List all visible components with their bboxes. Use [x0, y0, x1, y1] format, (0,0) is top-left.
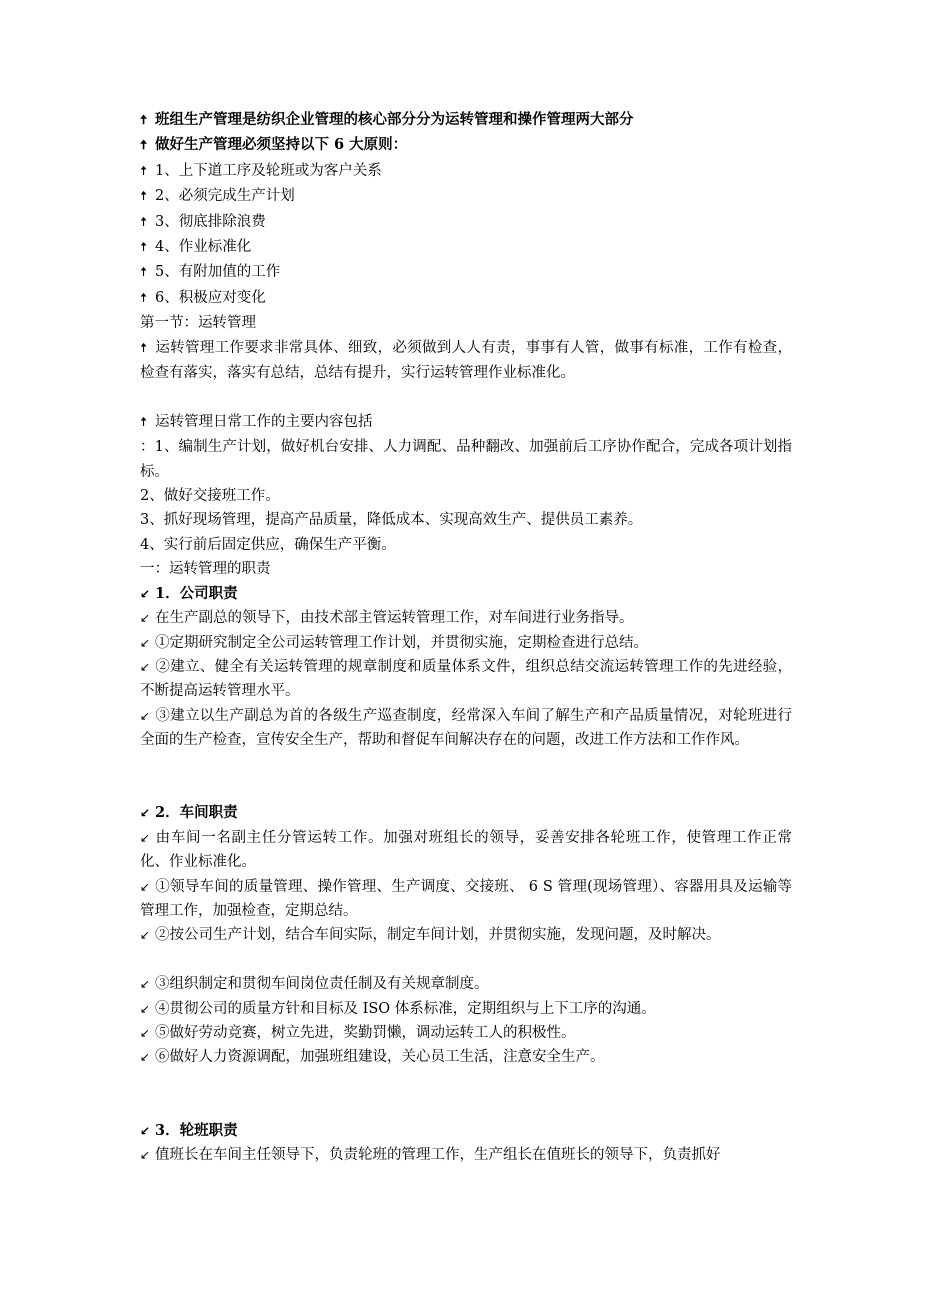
list-item: ↙ ⑤做好劳动竞赛，树立先进，奖勤罚懒，调动运转工人的积极性。 [140, 1021, 792, 1045]
list-item: ↙ ④贯彻公司的质量方针和目标及 ISO 体系标准，定期组织与上下工序的沟通。 [140, 997, 792, 1021]
list-item: ↙ ③建立以生产副总为首的各级生产巡查制度，经常深入车间了解生产和产品质量情况，对轮班进行全面的生产检查，宣传安全生产，帮助和督促车间解决存在的问题，改进工作方法和工作作风。 [140, 704, 792, 753]
list-item: ↙ ②建立、健全有关运转管理的规章制度和质量体系文件，组织总结交流运转管理工作的先进经验，不断提高运转管理水平。 [140, 655, 792, 704]
section-heading: 第一节：运转管理 [140, 315, 256, 332]
up-arrow-icon: 🠅 [140, 265, 148, 281]
up-arrow-icon: 🠅 [140, 138, 148, 154]
up-arrow-icon: 🠅 [140, 113, 148, 128]
up-arrow-icon: 🠅 [140, 414, 148, 430]
check-arrow-icon: ↙ [140, 879, 151, 894]
check-arrow-icon: ↙ [140, 611, 151, 626]
list-item: 3、抓好现场管理，提高产品质量，降低成本、实现高效生产、提供员工素养。 [140, 512, 643, 529]
check-arrow-icon: ↙ [140, 586, 151, 601]
list-item: ↙ ①定期研究制定全公司运转管理工作计划，并贯彻实施，定期检查进行总结。 [140, 631, 792, 655]
check-arrow-icon: ↙ [140, 1001, 151, 1016]
doc-title: 🠅 班组生产管理是纺织企业管理的核心部分分为运转管理和操作管理两大部分 [140, 108, 792, 133]
list-item: 🠅 1、上下道工序及轮班或为客户关系 [140, 159, 792, 184]
check-arrow-icon: ↙ [140, 1050, 151, 1065]
check-arrow-icon: ↙ [140, 659, 151, 674]
document-body [140, 108, 792, 1167]
list-item: 🠅 3、彻底排除浪费 [140, 210, 792, 235]
list-item: 🠅 6、积极应对变化 [140, 286, 792, 311]
check-arrow-icon: ↙ [140, 635, 151, 650]
check-arrow-icon: ↙ [140, 1123, 151, 1138]
check-arrow-icon: ↙ [140, 830, 151, 845]
list-item: ↙ ⑥做好人力资源调配，加强班组建设，关心员工生活，注意安全生产。 [140, 1045, 792, 1069]
list-item: 🠅 4、作业标准化 [140, 235, 792, 260]
paragraph: 🠅 运转管理工作要求非常具体、细致，必须做到人人有责，事事有人管，做事有标准，工作有检查，检查有落实，落实有总结，总结有提升，实行运转管理作业标准化。 [140, 336, 792, 386]
list-item: ：1、编制生产计划，做好机台安排、人力调配、品种翻改、加强前后工序协作配合，完成各项计划指标。 [140, 439, 792, 480]
up-arrow-icon: 🠅 [140, 340, 148, 356]
list-item: 4、实行前后固定供应，确保生产平衡。 [140, 536, 396, 553]
up-arrow-icon: 🠅 [140, 163, 148, 179]
check-arrow-icon: ↙ [140, 1148, 151, 1162]
workshop-duties-heading: ↙ 2．车间职责 [140, 801, 792, 825]
up-arrow-icon: 🠅 [140, 214, 148, 230]
up-arrow-icon: 🠅 [140, 240, 148, 256]
list-item: ↙ 值班长在车间主任领导下，负责轮班的管理工作，生产组长在值班长的领导下，负责抓好 [140, 1143, 792, 1167]
list-item: ↙ ③组织制定和贯彻车间岗位责任制及有关规章制度。 [140, 972, 792, 996]
principles-heading: 🠅 做好生产管理必须坚持以下 6 大原则： [140, 133, 792, 158]
up-arrow-icon: 🠅 [140, 189, 148, 205]
list-item: 🠅 5、有附加值的工作 [140, 260, 792, 285]
list-item: 2、做好交接班工作。 [140, 488, 280, 505]
list-item: ↙ ②按公司生产计划，结合车间实际，制定车间计划，并贯彻实施，发现问题，及时解决。 [140, 923, 792, 947]
check-arrow-icon: ↙ [140, 806, 151, 821]
list-item: 🠅 2、必须完成生产计划 [140, 184, 792, 209]
list-item: ↙ 由车间一名副主任分管运转工作。加强对班组长的领导，妥善安排各轮班工作，使管理工作正常化、作业标准化。 [140, 826, 792, 875]
up-arrow-icon: 🠅 [140, 290, 148, 306]
duties-heading: 一：运转管理的职责 [140, 561, 271, 578]
daily-work-heading: 🠅 运转管理日常工作的主要内容包括 [140, 410, 792, 435]
check-arrow-icon: ↙ [140, 928, 151, 943]
check-arrow-icon: ↙ [140, 1025, 151, 1040]
shift-duties-heading: ↙ 3．轮班职责 [140, 1119, 792, 1143]
list-item: ↙ 在生产副总的领导下，由技术部主管运转管理工作，对车间进行业务指导。 [140, 606, 792, 630]
check-arrow-icon: ↙ [140, 708, 151, 723]
check-arrow-icon: ↙ [140, 977, 151, 992]
list-item: ↙ ①领导车间的质量管理、操作管理、生产调度、交接班、 6 S 管理(现场管理）、容器用具及运输等管理工作，加强检查，定期总结。 [140, 875, 792, 924]
company-duties-heading: ↙ 1．公司职责 [140, 582, 792, 606]
